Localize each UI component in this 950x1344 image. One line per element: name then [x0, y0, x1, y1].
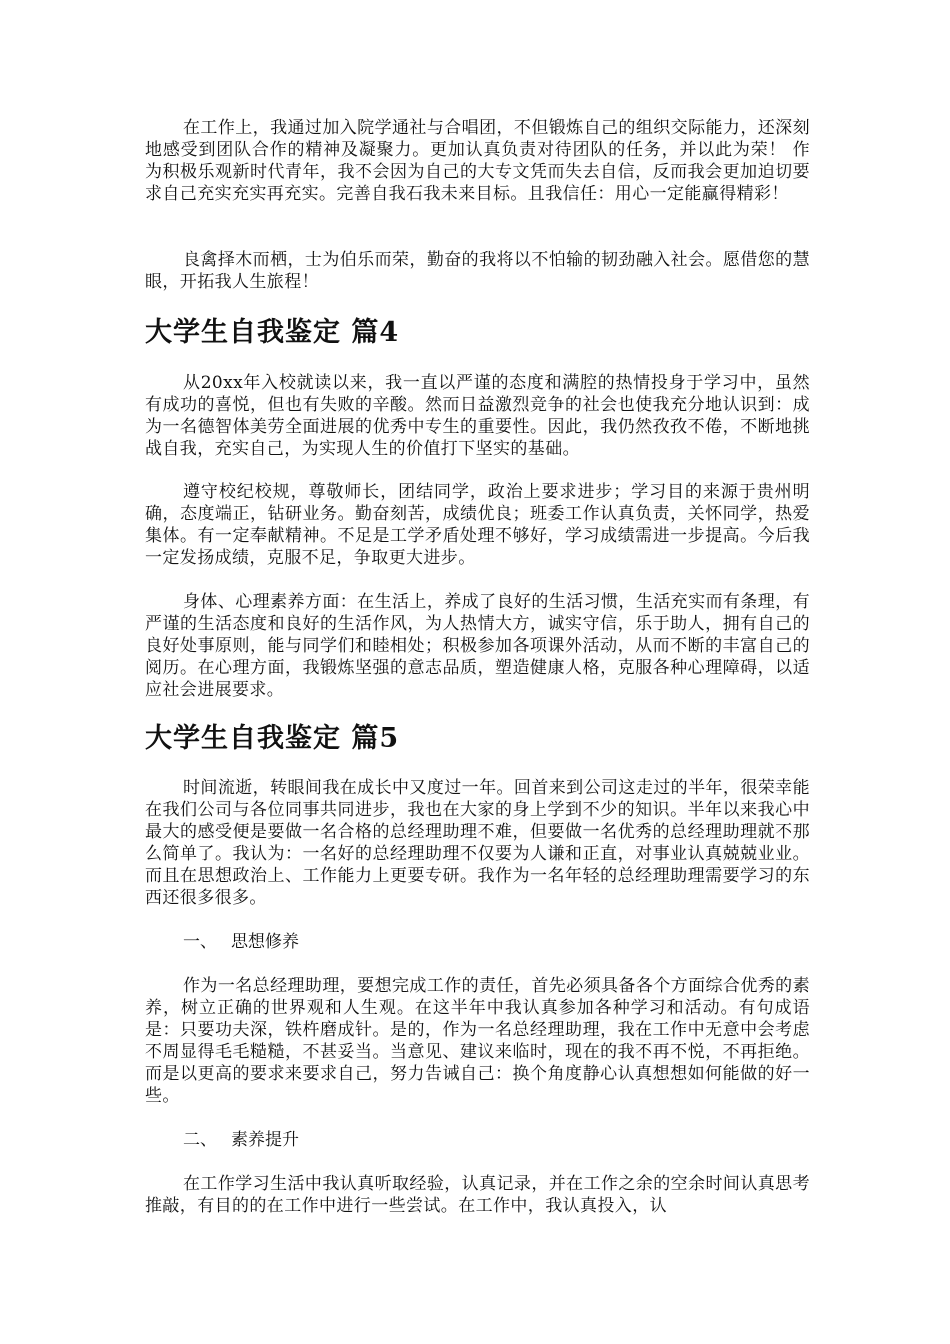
subsection-number: 一、 — [183, 932, 217, 952]
body-paragraph: 时间流逝，转眼间我在成长中又度过一年。回首来到公司这走过的半年，很荣幸能在我们公司与各位同事共同进步，我也在大家的身上学到不少的知识。半年以来我心中最大的感受便是要做一名合格的总经理助理不难，但要做一名优秀的总经理助理就不那么简单了。我认为：一名好的总经理助理不仅要为人谦和正直，对事业认真兢兢业业。而且在思想政治上、工作能力上更要专研。我作为一名年轻的总经理助理需要学习的东西还很多很多。 — [145, 778, 810, 908]
section-heading: 大学生自我鉴定 篇4 — [145, 317, 400, 348]
subsection-number: 二、 — [183, 1130, 217, 1150]
subsection-title: 思想修养 — [231, 932, 299, 952]
section-heading: 大学生自我鉴定 篇5 — [145, 723, 400, 754]
body-paragraph: 在工作学习生活中我认真听取经验，认真记录，并在工作之余的空余时间认真思考推敲，有目的的在工作中进行一些尝试。在工作中，我认真投入，认 — [145, 1174, 810, 1216]
body-paragraph: 身体、心理素养方面：在生活上，养成了良好的生活习惯，生活充实而有条理，有严谨的生活态度和良好的生活作风，为人热情大方，诚实守信，乐于助人，拥有自己的良好处事原则，能与同学们和睦相处；积极参加各项课外活动，从而不断的丰富自己的阅历。在心理方面，我锻炼坚强的意志品质，塑造健康人格，克服各种心理障碍，以适应社会进展要求。 — [145, 592, 810, 700]
body-paragraph: 从20xx年入校就读以来，我一直以严谨的态度和满腔的热情投身于学习中，虽然有成功的喜悦，但也有失败的辛酸。然而日益激烈竞争的社会也使我充分地认识到：成为一名德智体美劳全面进展的优秀中专生的重要性。因此，我仍然孜孜不倦，不断地挑战自我，充实自己，为实现人生的价值打下坚实的基础。 — [145, 373, 810, 459]
body-paragraph: 作为一名总经理助理，要想完成工作的责任，首先必须具备各个方面综合优秀的素养，树立正确的世界观和人生观。在这半年中我认真参加各种学习和活动。有句成语是：只要功夫深，铁杵磨成针。是的，作为一名总经理助理，我在工作中无意中会考虑不周显得毛毛糙糙，不甚妥当。当意见、建议来临时，现在的我不再不悦，不再拒绝。而是以更高的要求来要求自己，努力告诫自己：换个角度静心认真想想如何能做的好一些。 — [145, 976, 810, 1106]
subsection-heading — [183, 1129, 299, 1151]
intro-paragraph: 良禽择木而栖，士为伯乐而荣，勤奋的我将以不怕输的韧劲融入社会。愿借您的慧眼，开拓我人生旅程！ — [145, 250, 810, 292]
body-paragraph: 遵守校纪校规，尊敬师长，团结同学，政治上要求进步；学习目的来源于贵州明确，态度端正，钻研业务。勤奋刻苦，成绩优良；班委工作认真负责，关怀同学，热爱集体。有一定奉献精神。不足是工学矛盾处理不够好，学习成绩需进一步提高。今后我一定发扬成绩，克服不足，争取更大进步。 — [145, 482, 810, 568]
intro-paragraph: 在工作上，我通过加入院学通社与合唱团，不但锻炼自己的组织交际能力，还深刻地感受到团队合作的精神及凝聚力。更加认真负责对待团队的任务，并以此为荣！ 作为积极乐观新时代青年，我不会因为自己的大专文凭而失去自信，反而我会更加迫切要求自己充实充实再充实。完善自我石我未来目标。且我信任：用心一定能赢得精彩！ — [145, 118, 810, 204]
subsection-heading — [183, 931, 299, 953]
subsection-title: 素养提升 — [231, 1130, 299, 1150]
